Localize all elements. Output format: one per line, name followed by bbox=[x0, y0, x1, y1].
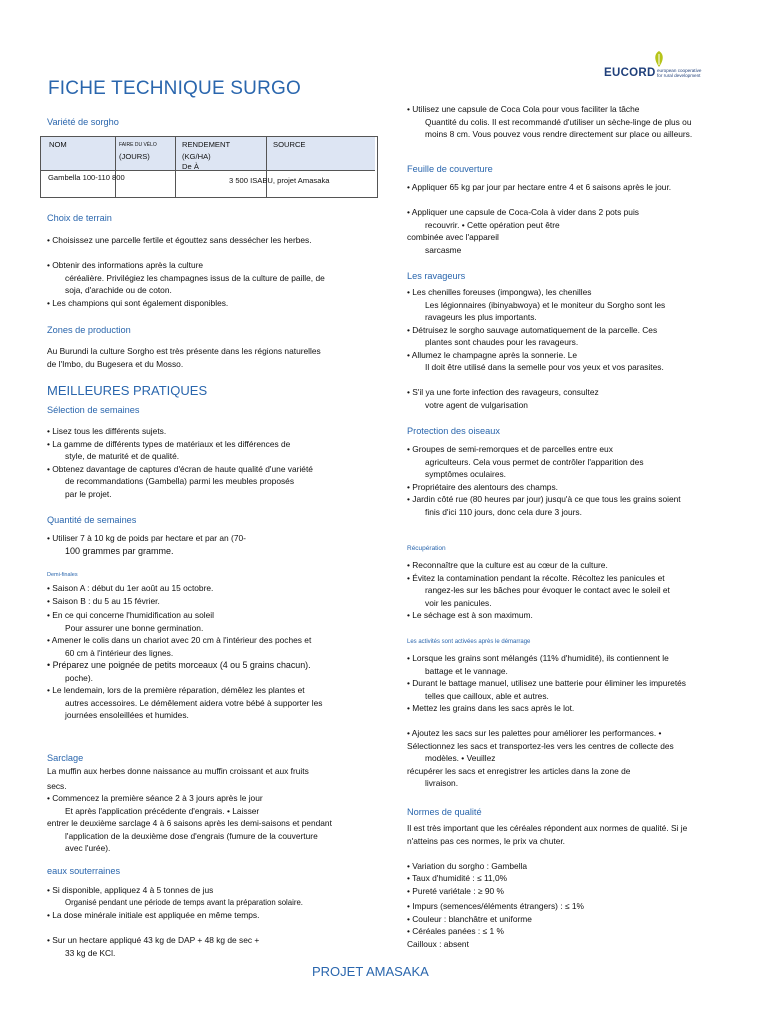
page-title: FICHE TECHNIQUE SURGO bbox=[48, 78, 301, 99]
terrain-text: • Choisissez une parcelle fertile et égouttez sans dessécher les herbes. • Obtenir des informations après la culture céréalière. Privilégiez les champagnes issus de la culture de paille, de soja, d'arachide ou de coton. • Les champions qui sont également disponibles. bbox=[47, 235, 325, 308]
zones-text: Au Burundi la culture Sorgho est très présente dans les régions naturelles de l'Imbo, du Bugesera et du Mosso. bbox=[47, 346, 321, 369]
col-kgha: (KG/HA) bbox=[182, 152, 211, 161]
col-nom: NOM bbox=[49, 140, 67, 149]
section-heading-feuille: Feuille de couverture bbox=[407, 164, 493, 174]
footer-project-name: PROJET AMASAKA bbox=[312, 964, 429, 979]
section-heading-zones: Zones de production bbox=[47, 325, 131, 335]
row-name: Gambella 100-110 800 bbox=[48, 173, 125, 182]
normes-text: Il est très important que les céréales répondent aux normes de qualité. Si je n'atteins pas ces normes, le prix va chuter. • Variation du sorgho : Gambella • Taux d'humidité : ≤ 11,0% • Pureté variétale : ≥ 90 % • Impurs (semences/éléments étrangers) : ≤ 1% • Couleur : blanchâtre et uniforme • Céréales panées : ≤ 1 % Cailloux : absent bbox=[407, 823, 688, 949]
ravageurs-text: • Les chenilles foreuses (impongwa), les chenilles Les légionnaires (ibinyabwoya) et le moniteur du Sorgho sont les ravageurs les plus importants. • Détruisez le sorgho sauvage automatiquement de la parcelle. Ces plantes sont chaudes pour les ravageurs. • Allumez le champagne après la sonnerie. Le Il doit être utilisé dans la semelle pour vos yeux et vos parasites. • S'il ya une forte infection des ravageurs, consultez votre agent de vulgarisation bbox=[407, 287, 666, 410]
col-source: SOURCE bbox=[273, 140, 306, 149]
section-heading-oiseaux: Protection des oiseaux bbox=[407, 426, 500, 436]
oiseaux-text: • Groupes de semi-remorques et de parcelles entre eux agriculteurs. Cela vous permet de contrôler l'apparition des symptômes oculaires. • Propriétaire des alentours des champs. • Jardin côté rue (80 heures par jour) jusqu'à ce que tous les grains soient finis d'ici 110 jours, donc cela dure 3 jours. bbox=[407, 444, 681, 517]
section-heading-pratiques: MEILLEURES PRATIQUES bbox=[47, 383, 208, 398]
section-heading-recuperation: Récupération bbox=[407, 545, 446, 552]
leaf-icon bbox=[651, 50, 667, 68]
quantite-text: • Utiliser 7 à 10 kg de poids par hectare et par an (70- 100 grammes par gramme. bbox=[47, 533, 246, 556]
col-rendement: RENDEMENT bbox=[182, 140, 231, 149]
logo-subtitle: european cooperative for rural development bbox=[657, 68, 702, 79]
row-source: 3 500 ISABU, projet Amasaka bbox=[229, 176, 330, 185]
section-heading-sarclage: Sarclage bbox=[47, 753, 84, 763]
eucord-logo bbox=[604, 50, 734, 90]
section-heading-quantite: Quantité de semaines bbox=[47, 515, 137, 525]
col-faire-du-velo: FAIRE DU VÉLO bbox=[119, 142, 157, 148]
selection-text: • Lisez tous les différents sujets. • La gamme de différents types de matériaux et les différences de style, de maturité et de qualité. • Obtenez davantage de captures d'écran de haute qualité d'une variété de recommandations (Gambella) parmi les meubles proposés par le projet. bbox=[47, 426, 313, 499]
section-heading-variete: Variété de sorgho bbox=[47, 117, 119, 127]
logo-word: EUCORD bbox=[604, 67, 656, 79]
activites-text: • Lorsque les grains sont mélangés (11% d'humidité), ils contiennent le battage et le vannage. • Durant le battage manuel, utilisez une batterie pour éliminer les impuretés telles que cailloux, able et autres. • Mettez les grains dans les sacs après le lot. • Ajoutez les sacs sur les palettes pour améliorer les performances. • Sélectionnez les sacs et transportez-les vers les centres de collecte des modèles. • Veuillez récupérer les sacs et enregistrer les articles dans la zone de livraison. bbox=[407, 653, 686, 788]
feuille-text: • Appliquer 65 kg par jour par hectare entre 4 et 6 saisons après le jour. • Appliquer une capsule de Coca-Cola à vider dans 2 pots puis recouvrir. • Cette opération peut être combinée avec l'appareil sarcasme bbox=[407, 182, 672, 255]
section-heading-eaux: eaux souterraines bbox=[47, 866, 121, 876]
sarclage-text: La muffin aux herbes donne naissance au muffin croissant et aux fruits secs. • Commencez la première séance 2 à 3 jours après le jour Et après l'application précédente d'engrais. • Laisser entrer le deuxième sarclage 4 à 6 saisons après les demi-saisons et pendant l'application de la deuxième dose d'engrais (fumure de la couverture avec l'urée). bbox=[47, 766, 332, 853]
section-heading-demi: Demi-finales bbox=[47, 572, 78, 578]
col-jours: (JOURS) bbox=[119, 152, 150, 161]
section-heading-normes: Normes de qualité bbox=[407, 807, 482, 817]
demi-text: • Saison A : début du 1er août au 15 octobre. • Saison B : du 5 au 15 février. • En ce qui concerne l'humidification au soleil Pour assurer une bonne germination. • Amener le colis dans un chariot avec 20 cm à l'intérieur des poches et 60 cm à l'intérieur des lignes. • Préparez une poignée de petits morceaux (4 ou 5 grains chacun). poche). • Le lendemain, lors de la première réparation, démêlez les plantes et autres accessoires. Le démêlement aidera votre bébé à supporter les journées ensoleillées et humides. bbox=[47, 583, 323, 720]
variety-table bbox=[40, 136, 378, 198]
recuperation-text: • Reconnaître que la culture est au cœur de la culture. • Évitez la contamination pendant la récolte. Récoltez les panicules et rangez-les sur les bâches pour évoquer le contact avec le soleil et voir les panicules. • Le séchage est à son maximum. bbox=[407, 560, 670, 620]
col-de-a: De À bbox=[182, 162, 199, 171]
capsule-text: • Utilisez une capsule de Coca Cola pour vous faciliter la tâche Quantité du colis. Il est recommandé d'utiliser un sèche-linge de plus ou moins 8 cm. Vous pouvez vous rendre directement sur place ou ailleurs. bbox=[407, 104, 693, 139]
section-heading-ravageurs: Les ravageurs bbox=[407, 271, 466, 281]
eaux-text: • Si disponible, appliquez 4 à 5 tonnes de jus Organisé pendant une période de temps avant la préparation solaire. • La dose minérale initiale est appliquée en même temps. • Sur un hectare appliqué 43 kg de DAP + 48 kg de sec + 33 kg de KCl. bbox=[47, 885, 303, 958]
section-heading-selection: Sélection de semaines bbox=[47, 405, 140, 415]
section-heading-terrain: Choix de terrain bbox=[47, 213, 112, 223]
section-heading-activites: Les activités sont activées après le démarrage bbox=[407, 639, 531, 645]
